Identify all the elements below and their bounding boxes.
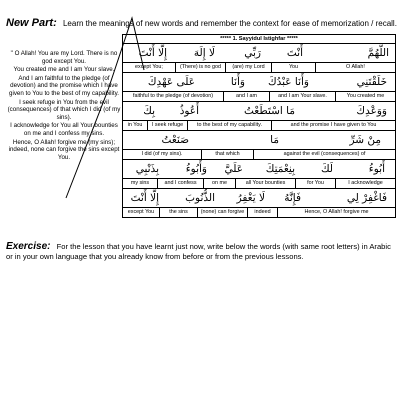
meaning-cell: Hence, O Allah! forgive me — [277, 208, 395, 217]
arabic-word: خَلَقْتَنِي — [356, 76, 387, 88]
arabic-word: اللَّهُمَّ — [367, 47, 389, 59]
arabic-word: لَا إِلَهَ — [193, 47, 215, 59]
meaning-cell: to the best of my capability. — [187, 121, 271, 130]
meaning-cell: faithful to the pledge (of devotion) — [132, 93, 213, 99]
arabic-row — [123, 189, 395, 207]
arabic-word: وَأَنَا عَبْدُكَ — [267, 76, 309, 88]
arabic-word: عَلَيَّ — [224, 163, 243, 175]
meaning-cell: and I am — [223, 92, 269, 101]
exercise-label: Exercise: — [6, 241, 51, 252]
meaning-cell: my sins — [130, 180, 150, 186]
meaning-cell: all Your bounties — [235, 179, 295, 188]
meaning-cell: for You — [295, 179, 335, 188]
translation-line: And I am faithful to the pledge (of devotion) and the promise which I have given to You to the best of my capability. — [9, 74, 119, 97]
meaning-cell: I seek refuge — [147, 121, 187, 130]
arabic-word: فَاغْفِرْ لِي — [346, 192, 387, 204]
arabic-row — [123, 73, 395, 91]
arabic-word: رَبِّي — [244, 47, 261, 59]
arabic-word: إِلَّا أَنْتَ — [130, 192, 159, 204]
meaning-cell: except You — [127, 209, 155, 215]
word-meaning-table — [122, 34, 396, 218]
meaning-cell: I did (of my sins). — [141, 151, 183, 157]
meaning-cell: and the promise I have given to You — [271, 121, 395, 130]
arabic-word: عَلَى عَهْدِكَ — [147, 76, 195, 88]
arabic-word: بِكَ — [143, 105, 155, 117]
arabic-word: مِنْ شَرِّ — [349, 134, 381, 146]
meaning-cell: in You — [127, 122, 143, 128]
translation-line: You created me and I am Your slave. — [13, 66, 115, 74]
arabic-word: أَنْتَ — [286, 47, 303, 59]
arabic-word: وَأَبُوءُ — [185, 163, 207, 175]
arabic-row — [123, 131, 395, 149]
meaning-cell: You — [271, 63, 315, 72]
english-row — [123, 149, 395, 160]
translation-line: I seek refuge in You from the evil (consequences) of that which I did (of my sins). — [7, 98, 121, 121]
exercise-text: For the lesson that you have learnt just now, write below the words (with same root letters) in Arabic or in your own language that you already know from before or from the previous lessons. — [6, 242, 391, 261]
meaning-cell: (none) can forgive — [197, 208, 247, 217]
arabic-word: أَعُوذُ — [179, 105, 199, 117]
arabic-word: بِنِعْمَتِكَ — [265, 163, 295, 175]
meaning-cell: that which — [201, 150, 253, 159]
english-row — [123, 178, 395, 189]
instruction-line — [6, 18, 396, 29]
arabic-word: وَأَنَا — [230, 76, 245, 88]
english-row — [123, 62, 395, 73]
translation-line: " O Allah! You are my Lord. There is no god except You. — [10, 50, 118, 65]
meaning-cell: except You; — [135, 64, 163, 70]
new-part-label: New Part: — [6, 17, 57, 29]
arabic-word: بِذَنْبِي — [135, 163, 159, 175]
meaning-cell: (are) my Lord — [225, 63, 271, 72]
arabic-word: لَا يَغْفِرُ — [236, 192, 265, 204]
arabic-row — [123, 44, 395, 62]
arabic-word: وَوَعْدِكَ — [356, 105, 387, 117]
english-row — [123, 91, 395, 102]
arabic-row — [123, 102, 395, 120]
meaning-cell: O Allah! — [315, 63, 395, 72]
meaning-cell: against the evil (consequences) of — [253, 150, 395, 159]
arabic-row — [123, 160, 395, 178]
english-row — [123, 207, 395, 217]
arabic-word: مَا اسْتَطَعْتُ — [243, 105, 295, 117]
english-translation-column — [6, 50, 122, 162]
meaning-cell: I acknowledge — [335, 179, 395, 188]
meaning-cell: and I confess — [157, 179, 203, 188]
arabic-word: أَبُوءُ — [368, 163, 385, 175]
table-title: ***** 1. Sayyidul Istighfar ***** — [123, 35, 395, 44]
arabic-word: مَا — [270, 134, 279, 146]
english-row — [123, 120, 395, 131]
instruction-text: Learn the meanings of new words and remember the context for ease of memorization / recall. — [62, 19, 397, 28]
translation-line: I acknowledge for You all Your bounties on me and I confess my sins. — [10, 122, 118, 137]
meaning-cell: (There) is no god — [175, 63, 225, 72]
meaning-cell: the sins — [159, 208, 197, 217]
arabic-word: لَكَ — [320, 163, 333, 175]
meaning-cell: You created me — [335, 92, 395, 101]
meaning-cell: indeed — [247, 208, 277, 217]
arabic-word: صَنَعْتُ — [161, 134, 189, 146]
meaning-cell: and I am Your slave. — [269, 92, 335, 101]
arabic-word: الذُّنُوبَ — [185, 192, 215, 204]
translation-line: Hence, O Allah! forgive me (my sins); indeed, none can forgive the sins except You. — [8, 138, 120, 161]
meaning-cell: on me — [203, 179, 235, 188]
exercise-paragraph — [6, 242, 396, 261]
arabic-word: إِلَّا أَنْتَ — [138, 47, 167, 59]
arabic-word: فَإِنَّهُ — [284, 192, 301, 204]
